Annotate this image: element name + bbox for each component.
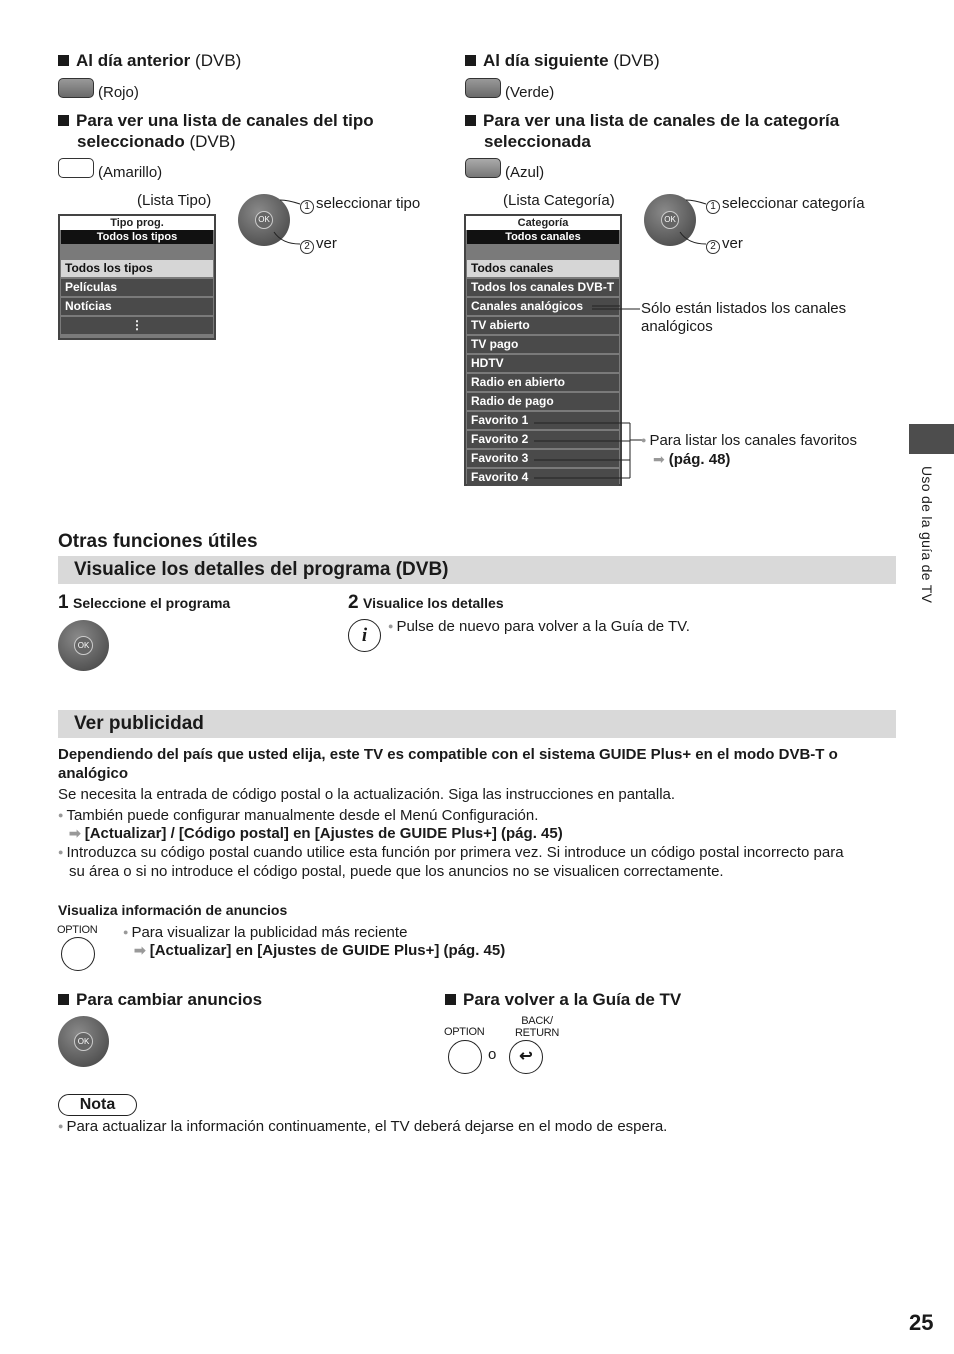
category-list-caption: (Lista Categoría) xyxy=(503,192,615,209)
menu-item[interactable]: Notícias xyxy=(61,298,213,315)
back-return-label: BACK/ RETURN xyxy=(515,1015,560,1039)
nav-pad-icon xyxy=(58,620,109,671)
nav-pad-icon xyxy=(58,1016,109,1067)
menu-item[interactable]: Favorito 4 xyxy=(467,469,619,486)
step-view: 2 ver xyxy=(706,235,743,254)
square-bullet-icon xyxy=(58,115,69,126)
green-label: (Verde) xyxy=(505,84,555,101)
note-connector-lines xyxy=(530,300,645,485)
menu-item[interactable]: Radio de pago xyxy=(467,393,619,410)
nota-text: ● Para actualizar la información continuamente, el TV deberá dejarse en el modo de espera. xyxy=(58,1117,667,1136)
menu-selected: Todos los tipos xyxy=(61,230,213,244)
square-bullet-icon xyxy=(445,994,456,1005)
menu-item[interactable]: TV pago xyxy=(467,336,619,353)
side-tab-label: Uso de la guía de TV xyxy=(919,466,935,604)
square-bullet-icon xyxy=(58,994,69,1005)
menu-item[interactable]: Canales analógicos xyxy=(467,298,619,315)
option-button-icon xyxy=(448,1040,482,1074)
square-bullet-icon xyxy=(58,55,69,66)
menu-item[interactable]: Favorito 2 xyxy=(467,431,619,448)
circled-one-icon: 1 xyxy=(300,200,314,214)
side-tab-marker xyxy=(909,424,954,454)
menu-selected: Todos canales xyxy=(467,230,619,244)
circled-two-icon: 2 xyxy=(706,240,720,254)
back-return-button-icon: ↩ xyxy=(509,1040,543,1074)
yellow-button-icon xyxy=(58,158,94,178)
square-bullet-icon xyxy=(465,55,476,66)
heading-type-list: Para ver una lista de canales del tipo xyxy=(58,110,374,131)
heading-change-ads: Para cambiar anuncios xyxy=(58,989,262,1010)
heading-category-list-line2: seleccionada xyxy=(484,132,591,151)
menu-item[interactable]: Todos los canales DVB-T xyxy=(467,279,619,296)
green-button-icon xyxy=(465,78,501,98)
menu-item[interactable]: Favorito 3 xyxy=(467,450,619,467)
menu-item[interactable]: TV abierto xyxy=(467,317,619,334)
step-select-category: 1 seleccionar categoría xyxy=(706,195,865,214)
menu-item[interactable]: Todos los tipos xyxy=(61,260,213,277)
menu-item[interactable]: HDTV xyxy=(467,355,619,372)
heading-type-list-line2: seleccionado (DVB) xyxy=(77,132,236,151)
menu-more-indicator: ⋮ xyxy=(61,317,213,334)
ads-latest: ● Para visualizar la publicidad más reciente xyxy=(123,923,407,942)
arrow-right-icon: ➡ xyxy=(653,451,665,467)
circled-one-icon: 1 xyxy=(706,200,720,214)
yellow-label: (Amarillo) xyxy=(98,164,163,181)
details-step1: 1 Seleccione el programa xyxy=(58,592,231,613)
heading-previous-day: Al día anterior (DVB) xyxy=(58,50,241,71)
ads-paragraph: Se necesita la entrada de código postal o la actualización. Siga las instrucciones en pantalla. xyxy=(58,786,676,803)
details-note: ● Pulse de nuevo para volver a la Guía de TV. xyxy=(388,617,690,636)
heading-next-day: Al día siguiente (DVB) xyxy=(465,50,660,71)
menu-header: Categoría xyxy=(466,216,620,230)
step-view: 2 ver xyxy=(300,235,337,254)
ads-intro: Dependiendo del país que usted elija, este TV es compatible con el sistema GUIDE Plus+ en el modo DVB-T o analógico xyxy=(58,746,838,782)
details-step2: 2 Visualice los detalles xyxy=(348,592,504,613)
red-label: (Rojo) xyxy=(98,84,139,101)
menu-item[interactable]: Favorito 1 xyxy=(467,412,619,429)
option-button-icon xyxy=(61,937,95,971)
ok-button-icon: OK xyxy=(74,636,93,655)
nota-label: Nota xyxy=(58,1094,137,1116)
ads-bullet-2: ● Introduzca su código postal cuando utilice esta función por primera vez. Si introduce un código postal incorrecto para su área o si no introduce el código postal, puede que los anuncios no se visualicen correctamente. xyxy=(58,843,898,881)
ads-bullet-1-ref: ➡ [Actualizar] / [Código postal] en [Ajustes de GUIDE Plus+] (pág. 45) xyxy=(69,825,563,842)
menu-item[interactable]: Radio en abierto xyxy=(467,374,619,391)
page-number: 25 xyxy=(909,1310,934,1335)
menu-item[interactable]: Todos canales xyxy=(467,260,619,277)
type-list-caption: (Lista Tipo) xyxy=(137,192,212,209)
arrow-right-icon: ➡ xyxy=(69,825,81,841)
section-title-other-functions: Otras funciones útiles xyxy=(58,531,258,552)
menu-item[interactable]: Películas xyxy=(61,279,213,296)
details-section-bar: Visualice los detalles del programa (DVB) xyxy=(58,556,896,584)
callout-lines xyxy=(262,192,302,250)
red-button-icon xyxy=(58,78,94,98)
or-text: o xyxy=(488,1046,497,1063)
ok-button-icon: OK xyxy=(74,1032,93,1051)
info-button-icon: i xyxy=(348,619,381,652)
ads-subheading: Visualiza información de anuncios xyxy=(58,902,288,918)
menu-header: Tipo prog. xyxy=(60,216,214,230)
ok-button-icon: OK xyxy=(661,211,679,229)
callout-lines xyxy=(668,192,708,250)
blue-label: (Azul) xyxy=(505,164,545,181)
favorites-note: ● Para listar los canales favoritos ➡ (pág. 48) xyxy=(641,431,857,469)
type-list-menu xyxy=(58,214,216,340)
option-button-label: OPTION xyxy=(444,1026,485,1038)
heading-category-list: Para ver una lista de canales de la categoría xyxy=(465,110,839,131)
ads-latest-ref: ➡ [Actualizar] en [Ajustes de GUIDE Plus+] (pág. 45) xyxy=(134,942,506,959)
square-bullet-icon xyxy=(465,115,476,126)
option-button-label: OPTION xyxy=(57,924,98,936)
arrow-right-icon: ➡ xyxy=(134,942,146,958)
step-select-type: 1 seleccionar tipo xyxy=(300,195,420,214)
heading-back-to-guide: Para volver a la Guía de TV xyxy=(445,989,681,1010)
analog-note: Sólo están listados los canales analógicos xyxy=(641,300,847,335)
blue-button-icon xyxy=(465,158,501,178)
ok-button-icon: OK xyxy=(255,211,273,229)
circled-two-icon: 2 xyxy=(300,240,314,254)
ads-bullet-1: ● También puede configurar manualmente desde el Menú Configuración. xyxy=(58,806,538,825)
ads-section-bar: Ver publicidad xyxy=(58,710,896,738)
